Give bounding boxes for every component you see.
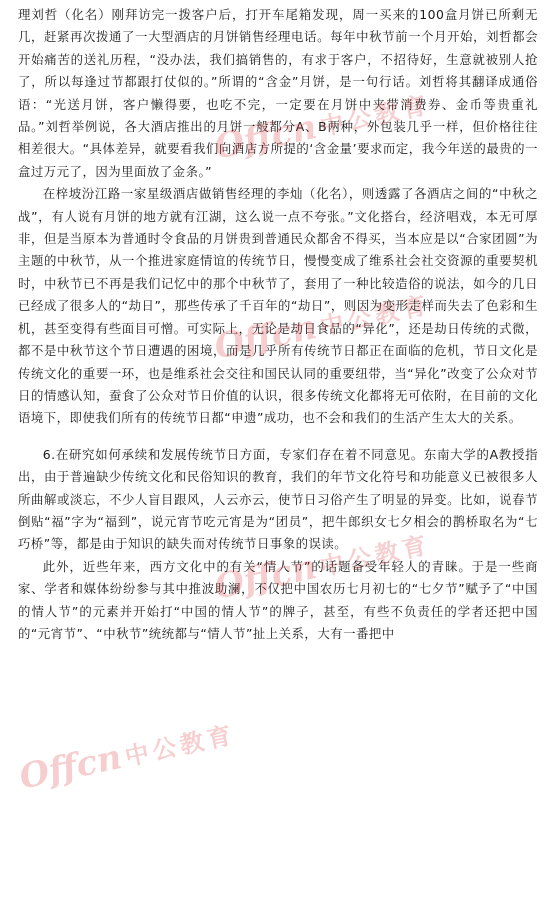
watermark-text: 中公教育 — [317, 90, 433, 142]
paragraph-4: 此外，近些年来，西方文化中的有关“情人节”的话题备受年轻人的青睐。于是一些商家、学者和媒体纷纷参与其中推波助澜，不仅把中国农历七月初七的“七夕节”赋予了“中国的情人节”的元素并开始打“中国的情人节”的牌子，甚至，有些不负责任的学者还把中国的“元宵节”、“中秋节”统统都与“情人节”扯上关系，大有一番把中 — [18, 558, 538, 641]
offcn-logo-icon: Offcn — [210, 546, 321, 608]
offcn-logo-icon: Offcn — [210, 106, 321, 168]
paragraph-1: 理刘哲（化名）刚拜访完一拨客户后，打开车尾箱发现，周一买来的100盒月饼已所剩无几，赶紧再次拨通了一大型酒店的月饼销售经理电话。每年中秋节前一个月开始，刘哲都会开始痛苦的送礼历程，“没办法，我们搞销售的，有求于客户，不招待好，生意就被别人抢了，所以每逢过节都跟打仗似的。”所谓的“含金”月饼，是一句行话。刘哲将其翻译成通俗语：“光送月饼，客户懒得要，也吃不完，一定要在月饼中夹带消费券、金币等贵重礼品。”刘哲举例说，各大酒店推出的月饼一般都分A、B两种，外包装几乎一样，但价格往往相差很大。“具体差异，就要看我们向酒店方所提的‘含金量’要求而定，我今年送的最贵的一盒过万元了，因为里面放了金条。” — [18, 7, 538, 179]
watermark-text: 中公教育 — [122, 720, 238, 772]
offcn-logo-icon: Offcn — [15, 736, 126, 798]
paragraph-gap — [18, 430, 538, 444]
watermark-text: 中公教育 — [317, 530, 433, 582]
paragraph-2: 在梓坡汾江路一家星级酒店做销售经理的李灿（化名），则透露了各酒店之间的“中秋之战”，有人说有月饼的地方就有江湖，这么说一点不夸张。”文化搭台，经济唱戏，本无可厚非，但是当原本为普通时令食品的月饼贵到普通民众都舍不得买，当本应是以“合家团圆”为主题的中秋节，从一个推进家庭情谊的传统节日，慢慢变成了维系社会社交资源的重要契机时，中秋节已不再是我们记忆中的那个中秋节了，套用了一种比较造俗的说法，如今的几日已经成了很多人的“劫日”，那些传承了千百年的“劫日”，则因为变形走样而失去了色彩和生机，甚至变得有些面目可憎。可实际上，无论是劫日食品的“异化”，还是劫日传统的式微，都不是中秋节这个节日遭遇的困境，而是几乎所有传统节日都正在面临的危机，节日文化是传统文化的重要一环，也是维系社会交往和国民认同的重要纽带，当“异化”改变了公众对节日的情感认知，蚕食了公众对节日价值的认识，很多传统文化都将无可依附，在目前的文化语境下，即使我们所有的传统节日都“申遗”成功，也不会和我们的生活产生太大的关系。 — [18, 186, 538, 426]
watermark-text: 中公教育 — [317, 290, 433, 342]
paragraph-3: 6.在研究如何承续和发展传统节日方面，专家们存在着不同意见。东南大学的A教授指出，由于普遍缺少传统文化和民俗知识的教育，我们的年节文化符号和功能意义已被很多人所曲解或淡忘，不少人盲目跟风，人云亦云，使节日习俗产生了明显的异变。比如，说春节倒贴“福”字为“福到”，说元宵节吃元宵是为“团员”，把牛郎织女七夕相会的鹊桥取名为“七巧桥”等，都是由于知识的缺失而对传统节日事象的误读。 — [18, 446, 538, 552]
offcn-logo-icon: Offcn — [210, 306, 321, 368]
